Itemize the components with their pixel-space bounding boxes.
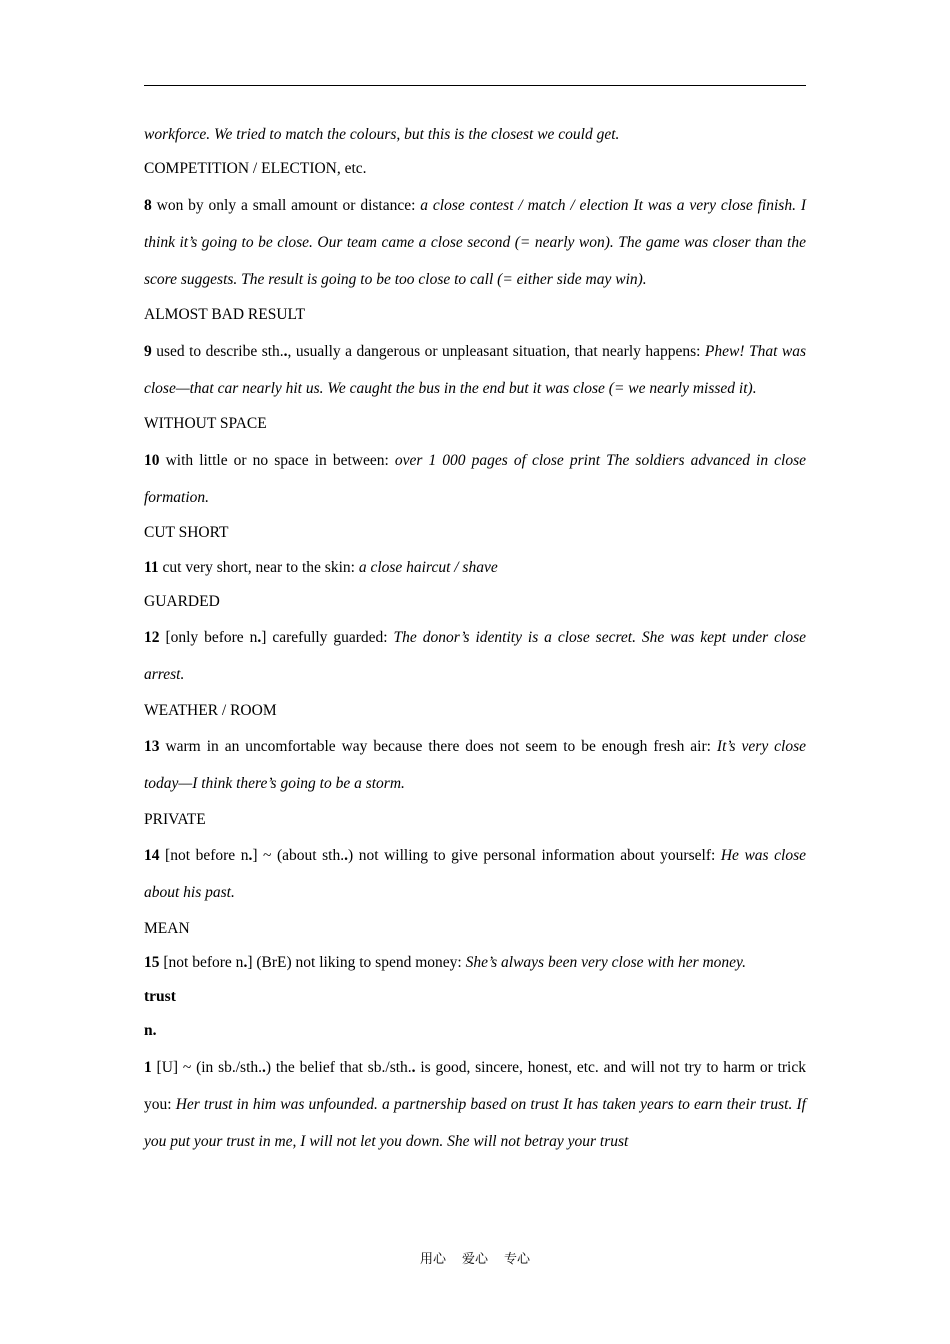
definition-text: cut very short, near to the skin: bbox=[158, 558, 359, 576]
example-text: over 1 000 pages of close print The soldiers advanced in close formation. bbox=[144, 451, 806, 506]
sense-heading: COMPETITION / ELECTION, etc. bbox=[144, 160, 367, 178]
sense-12 bbox=[144, 619, 806, 694]
footer-motto-3: 专心 bbox=[504, 1252, 531, 1267]
example-text: Phew! That was close—that car nearly hit us. We caught the bus in the end but it was close (= we nearly missed it). bbox=[144, 342, 806, 398]
definition-text: ] ~ (about sth. bbox=[252, 846, 345, 864]
example-text: Her trust in him was unfounded. a partnership based on trust It has taken years to earn their trust. If you put your trust in me, I will not let you down. She will not betray your trust bbox=[144, 1096, 806, 1151]
definition-text: won by only a small amount or distance: bbox=[151, 196, 421, 214]
sense-heading: CUT SHORT bbox=[144, 524, 229, 542]
sense-number: 14 bbox=[144, 846, 160, 864]
entry-continuation bbox=[144, 118, 806, 152]
definition-text: [not before n bbox=[159, 953, 244, 971]
footer-motto-2: 爱心 bbox=[461, 1252, 488, 1267]
example-text: a close haircut / shave bbox=[358, 558, 498, 576]
sense-9 bbox=[144, 333, 806, 408]
definition-bold-dot: . bbox=[283, 342, 288, 360]
footer-motto-1: 用心 bbox=[419, 1252, 446, 1267]
sense-number: 8 bbox=[144, 196, 152, 214]
sense-heading: PRIVATE bbox=[144, 810, 206, 828]
part-of-speech: n. bbox=[144, 1022, 157, 1040]
example-text: She’s always been very close with her money. bbox=[465, 953, 746, 971]
definition-text: ] carefully guarded: bbox=[261, 629, 394, 647]
sense-14 bbox=[144, 837, 806, 912]
sense-15 bbox=[144, 946, 806, 980]
definition-text: [only before n bbox=[159, 629, 258, 647]
definition-text: [not before n bbox=[159, 846, 249, 864]
sense-8 bbox=[144, 187, 806, 299]
definition-bold-dot: . bbox=[411, 1058, 416, 1076]
sense-heading: WITHOUT SPACE bbox=[144, 415, 267, 433]
sense-10 bbox=[144, 442, 806, 517]
sense-heading: MEAN bbox=[144, 919, 190, 937]
sense-heading: GUARDED bbox=[144, 592, 220, 610]
example-text: He was close about his past. bbox=[144, 846, 806, 902]
example-text: a close contest / match / election It was a very close finish. I think it’s going to be close. Our team came a close second (= nearly won). The game was closer than the score suggests. The result is going to be too close to call (= either side may win). bbox=[144, 196, 806, 289]
headword: trust bbox=[144, 988, 176, 1006]
definition-bold-dot: . bbox=[257, 629, 262, 647]
sense-number: 9 bbox=[144, 342, 152, 360]
sense-heading: ALMOST BAD RESULT bbox=[144, 306, 306, 324]
example-text: It’s very close today—I think there’s going to be a storm. bbox=[144, 738, 807, 793]
definition-bold-dot: . bbox=[243, 953, 248, 971]
trust-sense-1 bbox=[144, 1049, 806, 1161]
definition-text: [U] ~ (in sb./sth. bbox=[151, 1058, 263, 1076]
definition-text: with little or no space in between: bbox=[159, 451, 395, 469]
sense-13 bbox=[144, 728, 806, 803]
sense-number: 15 bbox=[144, 953, 160, 971]
sense-number: 13 bbox=[144, 738, 160, 756]
definition-bold-dot: . bbox=[344, 846, 348, 864]
sense-number: 11 bbox=[144, 558, 159, 576]
definition-text: is good, sincere, honest, etc. and will not try to harm or trick you: bbox=[144, 1058, 806, 1114]
sense-11 bbox=[144, 551, 806, 585]
sense-number: 10 bbox=[144, 451, 160, 469]
definition-text: ] (BrE) not liking to spend money: bbox=[247, 953, 466, 971]
definition-bold-dot: . bbox=[262, 1058, 266, 1076]
definition-text: warm in an uncomfortable way because there does not seem to be enough fresh air: bbox=[159, 738, 717, 756]
sense-heading: WEATHER / ROOM bbox=[144, 701, 277, 719]
header-rule bbox=[144, 85, 806, 86]
definition-text: ) not willing to give personal information about yourself: bbox=[348, 846, 721, 864]
example-text: The donor’s identity is a close secret. She was kept under close arrest. bbox=[144, 629, 806, 684]
sense-number: 1 bbox=[144, 1058, 152, 1076]
sense-number: 12 bbox=[144, 629, 160, 647]
dictionary-page-body bbox=[144, 118, 806, 1161]
example-text: workforce. We tried to match the colours, but this is the closest we could get. bbox=[144, 126, 620, 143]
page-footer bbox=[0, 1248, 950, 1267]
definition-bold-dot: . bbox=[248, 846, 253, 864]
definition-text: ) the belief that sb./sth. bbox=[265, 1058, 412, 1076]
definition-text: , usually a dangerous or unpleasant situation, that nearly happens: bbox=[287, 342, 705, 360]
definition-text: used to describe sth. bbox=[151, 342, 284, 360]
